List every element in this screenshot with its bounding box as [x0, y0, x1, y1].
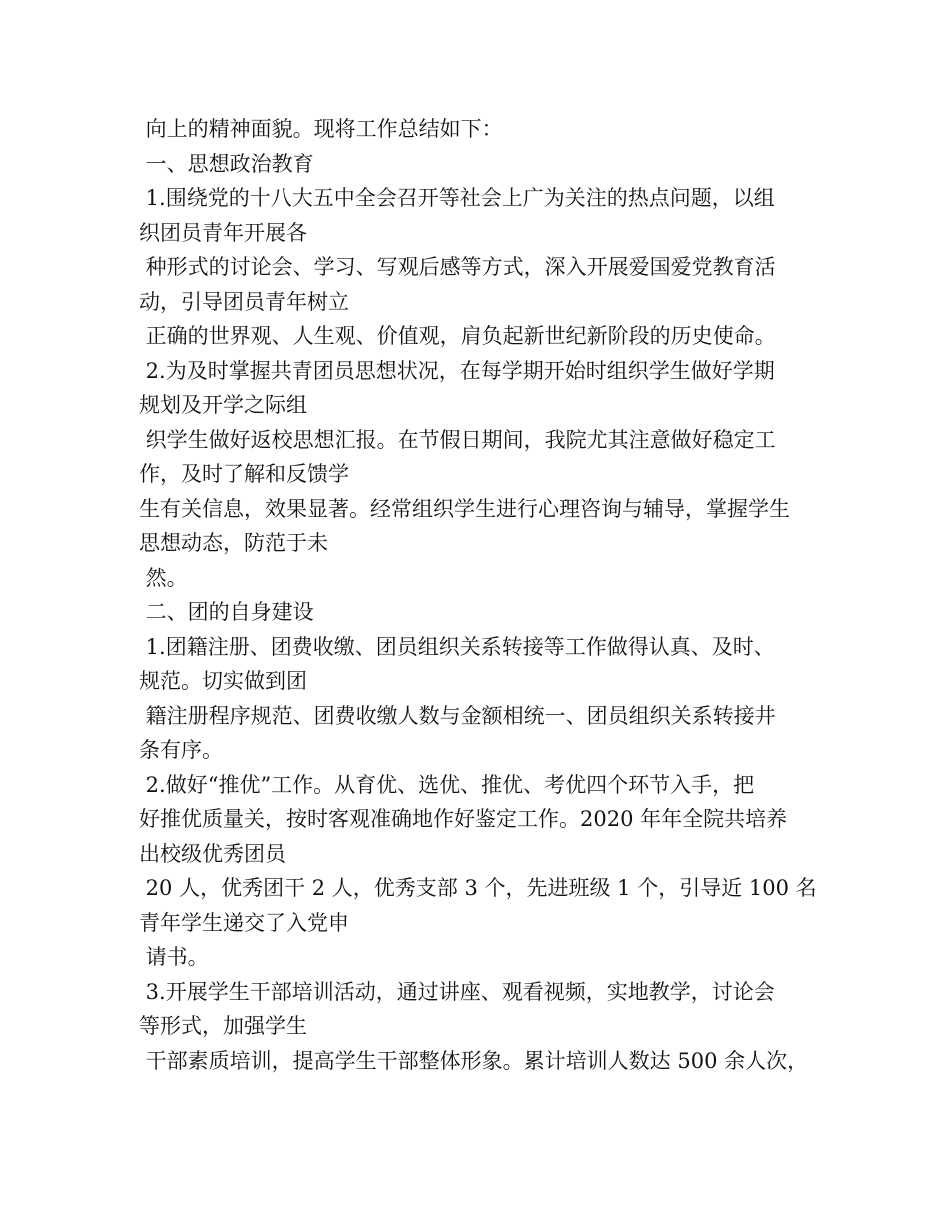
text-line: 干部素质培训，提高学生干部整体形象。累计培训人数达 500 余人次，	[139, 1048, 809, 1073]
text-line: 种形式的讨论会、学习、写观后感等方式，深入开展爱国爱党教育活	[139, 255, 776, 279]
text-line: 织团员青年开展各	[139, 220, 307, 245]
text-line: 思想动态，防范于未	[139, 531, 328, 555]
text-line: 向上的精神面貌。现将工作总结如下：	[139, 117, 503, 141]
text-line: 织学生做好返校思想汇报。在节假日期间，我院尤其注意做好稳定工	[139, 427, 776, 452]
text-line: 好推优质量关，按时客观准确地作好鉴定工作。2020 年年全院共培养	[139, 807, 788, 831]
document-body	[139, 112, 819, 1078]
text-line: 3.开展学生干部培训活动，通过讲座、观看视频，实地教学，讨论会	[139, 979, 775, 1004]
text-line: 正确的世界观、人生观、价值观，肩负起新世纪新阶段的历史使命。	[139, 324, 776, 348]
text-line: 条有序。	[139, 738, 223, 762]
text-line: 规范。切实做到团	[139, 669, 307, 693]
text-line: 规划及开学之际组	[139, 393, 307, 417]
text-line: 作，及时了解和反馈学	[139, 462, 349, 486]
text-line: 出校级优秀团员	[139, 841, 286, 866]
text-line: 等形式，加强学生	[139, 1014, 307, 1038]
text-line: 籍注册程序规范、团费收缴人数与金额相统一、团员组织关系转接井	[139, 703, 776, 728]
text-line: 生有关信息，效果显著。经常组织学生进行心理咨询与辅导，掌握学生	[139, 496, 790, 521]
text-line: 1.围绕党的十八大五中全会召开等社会上广为关注的热点问题，以组	[139, 186, 775, 210]
text-line: 20 人，优秀团干 2 人，优秀支部 3 个，先进班级 1 个，引导近 100 名	[139, 876, 817, 900]
text-line: 2.为及时掌握共青团员思想状况，在每学期开始时组织学生做好学期	[139, 358, 775, 383]
text-line: 然。	[139, 565, 188, 590]
section-heading: 一、思想政治教育	[139, 151, 314, 176]
text-line: 2.做好“推优”工作。从育优、选优、推优、考优四个环节入手，把	[139, 772, 755, 797]
text-line: 青年学生递交了入党申	[139, 910, 349, 935]
text-line: 请书。	[139, 945, 209, 969]
text-line: 1.团籍注册、团费收缴、团员组织关系转接等工作做得认真、及时、	[139, 634, 775, 659]
text-line: 动，引导团员青年树立	[139, 289, 349, 314]
section-heading: 二、团的自身建设	[139, 600, 314, 624]
